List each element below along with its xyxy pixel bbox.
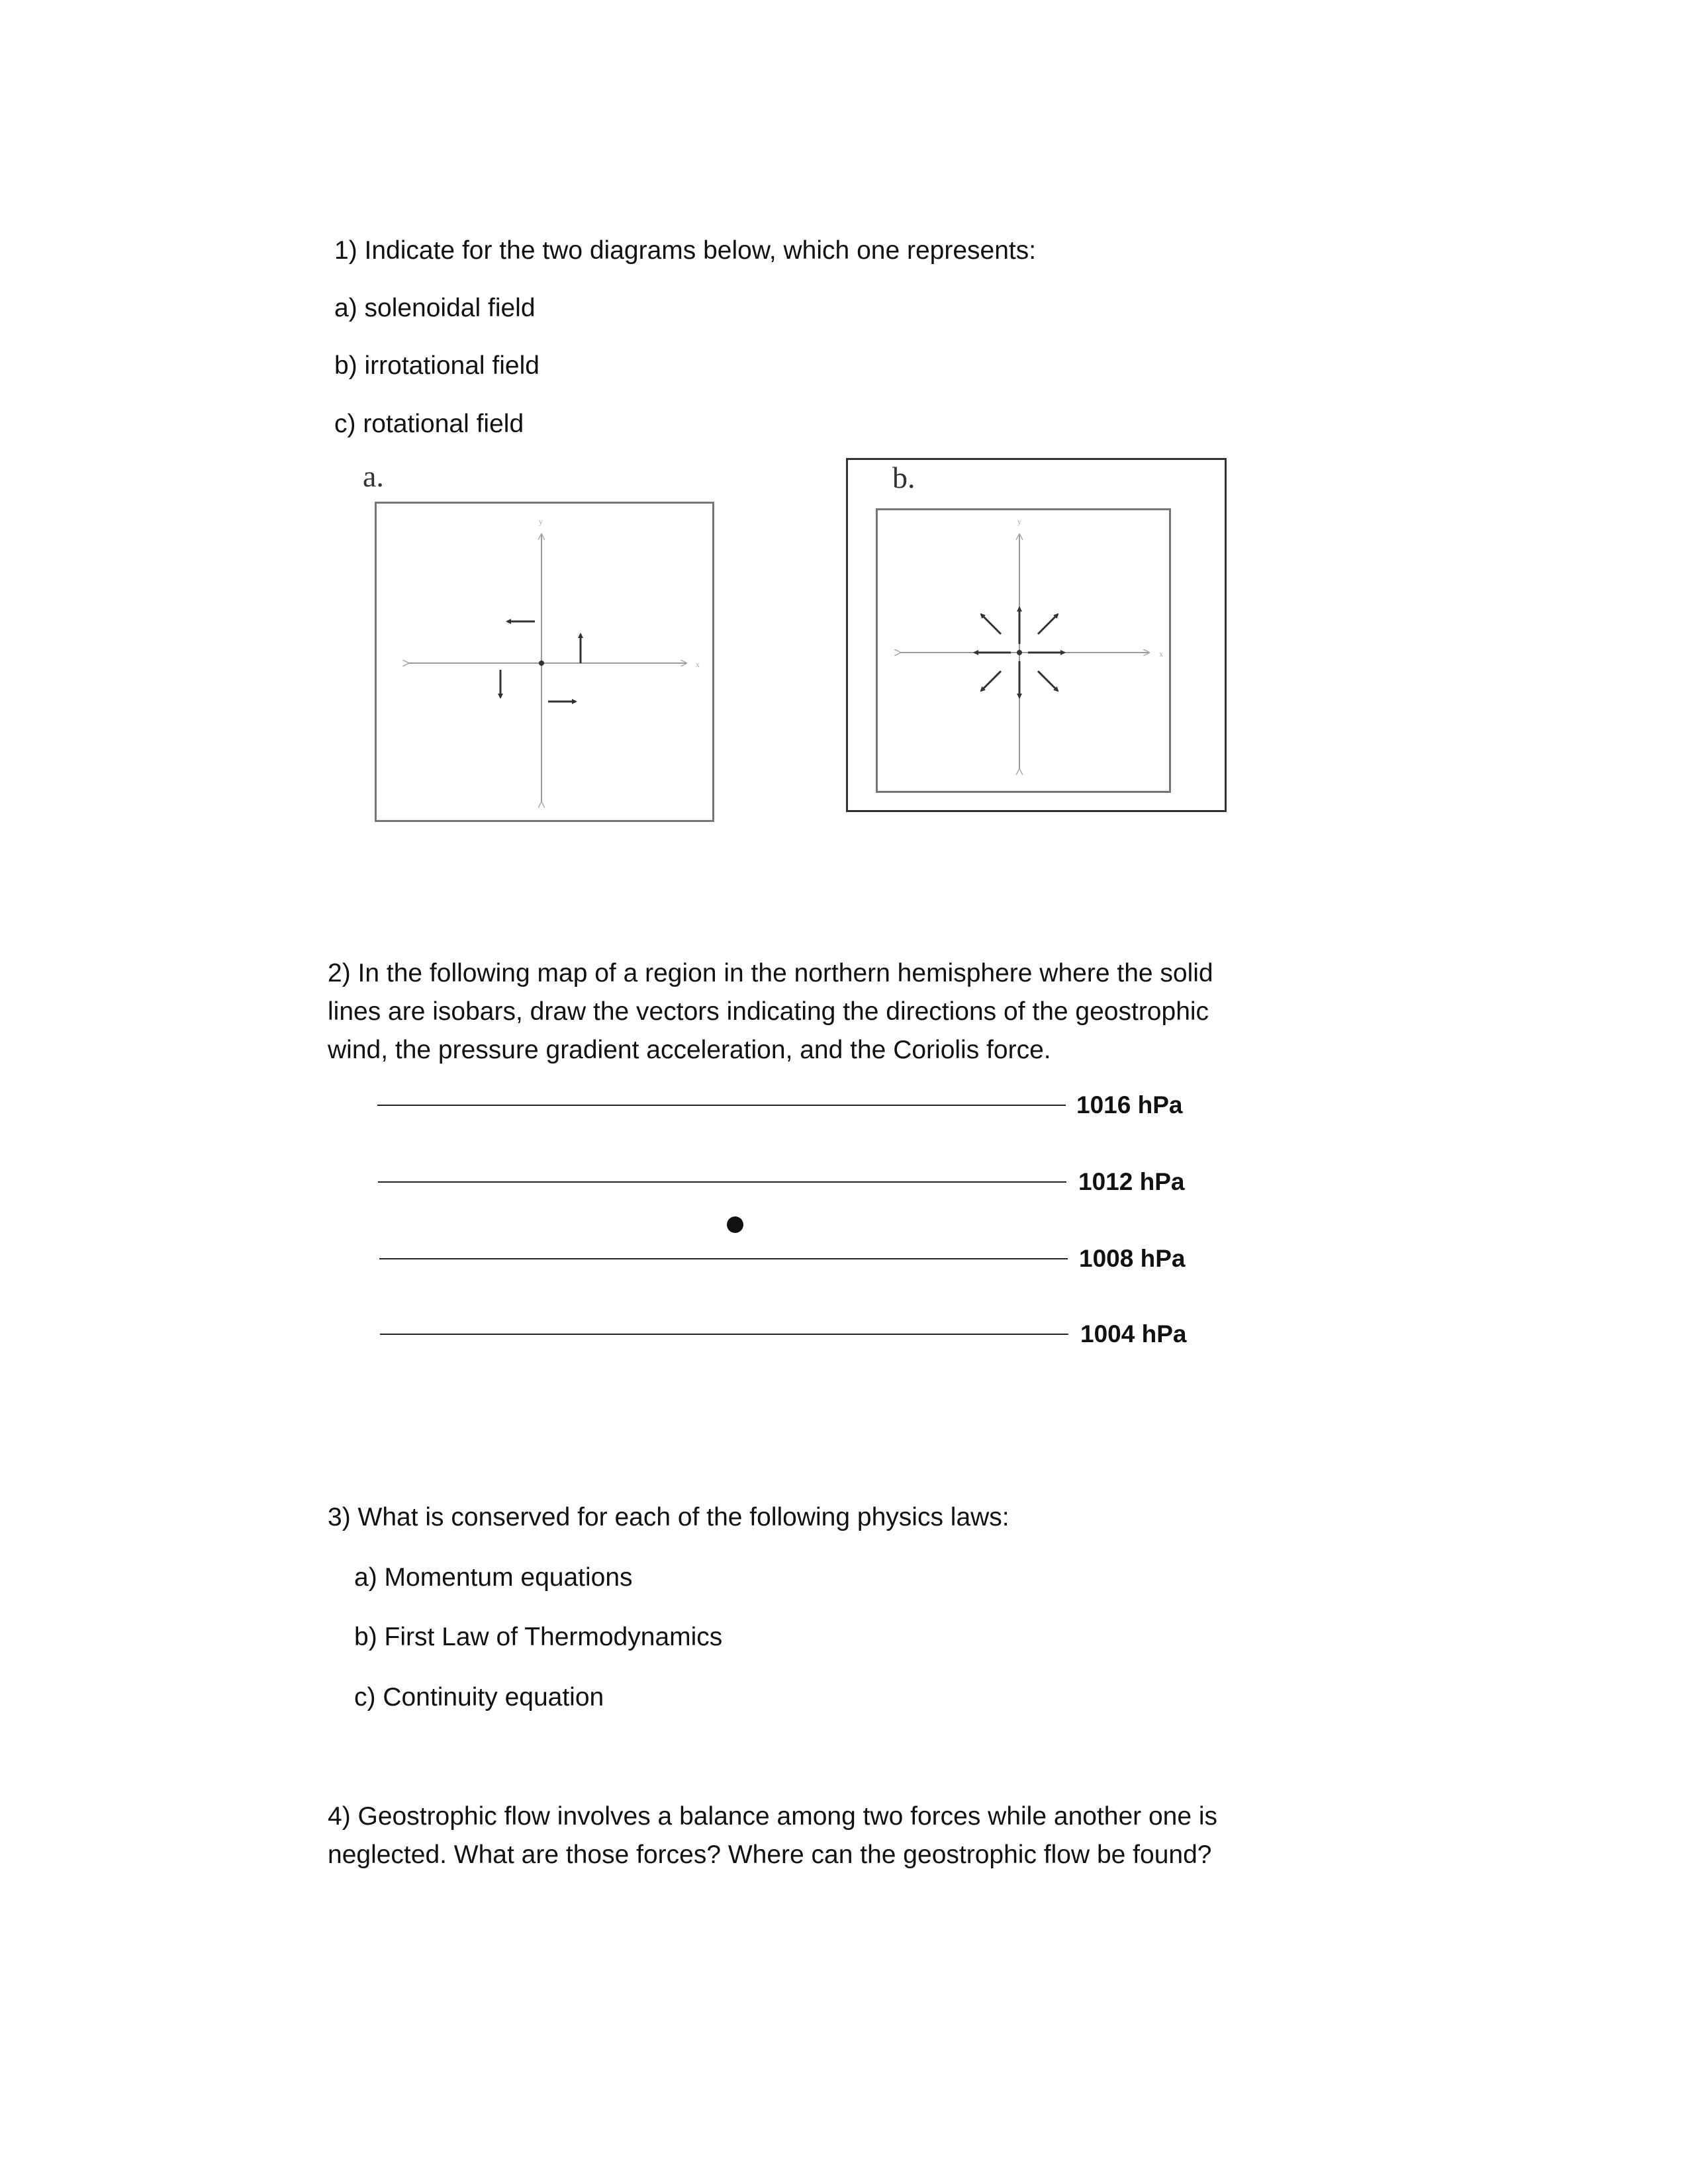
isobar-1016-label: 1016 hPa <box>1076 1091 1183 1118</box>
diagram-b-x-label: x <box>1159 649 1163 659</box>
diagram-a-vector-field <box>375 502 714 822</box>
q3-option-c: c) Continuity equation <box>354 1683 604 1711</box>
q2-prompt: 2) In the following map of a region in the northern hemisphere where the solid lines are isobars, draw the vectors indicating the directions of the geostrophic wind, the pressure gradient acceleration, and the Coriolis force. <box>328 959 1213 1064</box>
location-point <box>727 1216 743 1233</box>
diagram-b-axes <box>900 517 1163 770</box>
diagram-a-y-label: y <box>539 517 543 526</box>
q3-prompt: 3) What is conserved for each of the following physics laws: <box>328 1503 1009 1531</box>
isobar-1012-line <box>378 1181 1066 1183</box>
isobar-1008-line <box>379 1258 1068 1259</box>
arrow-up-left-icon <box>981 614 1001 634</box>
diagram-a-axes <box>408 517 700 803</box>
isobar-1008-label: 1008 hPa <box>1079 1245 1186 1272</box>
diagram-a-label: a. <box>363 459 384 493</box>
isobar-1004-line <box>380 1334 1068 1335</box>
isobar-1004-label: 1004 hPa <box>1080 1320 1187 1347</box>
diagram-a-x-label: x <box>696 660 700 669</box>
q4-prompt: 4) Geostrophic flow involves a balance among two forces while another one is neglected. What are those forces? Where can the geostrophic flow be found? <box>328 1802 1218 1869</box>
q3-option-a: a) Momentum equations <box>354 1563 633 1592</box>
q3-option-b: b) First Law of Thermodynamics <box>354 1623 723 1651</box>
arrow-up-right-icon <box>1038 614 1058 634</box>
q1-option-b: b) irrotational field <box>334 351 539 380</box>
diagram-b-label: b. <box>892 461 915 494</box>
diagram-b-y-label: y <box>1017 517 1021 526</box>
q1-prompt: 1) Indicate for the two diagrams below, which one represents: <box>334 236 1037 265</box>
diagram-a <box>375 502 714 822</box>
diagram-b <box>876 508 1171 793</box>
isobar-1016-line <box>377 1105 1066 1106</box>
q1-option-a: a) solenoidal field <box>334 294 536 322</box>
q1-option-c: c) rotational field <box>334 410 524 438</box>
diagram-b-vector-field <box>876 508 1171 793</box>
arrow-down-left-icon <box>981 671 1001 691</box>
arrow-down-right-icon <box>1038 671 1058 691</box>
isobar-1012-label: 1012 hPa <box>1078 1168 1185 1195</box>
